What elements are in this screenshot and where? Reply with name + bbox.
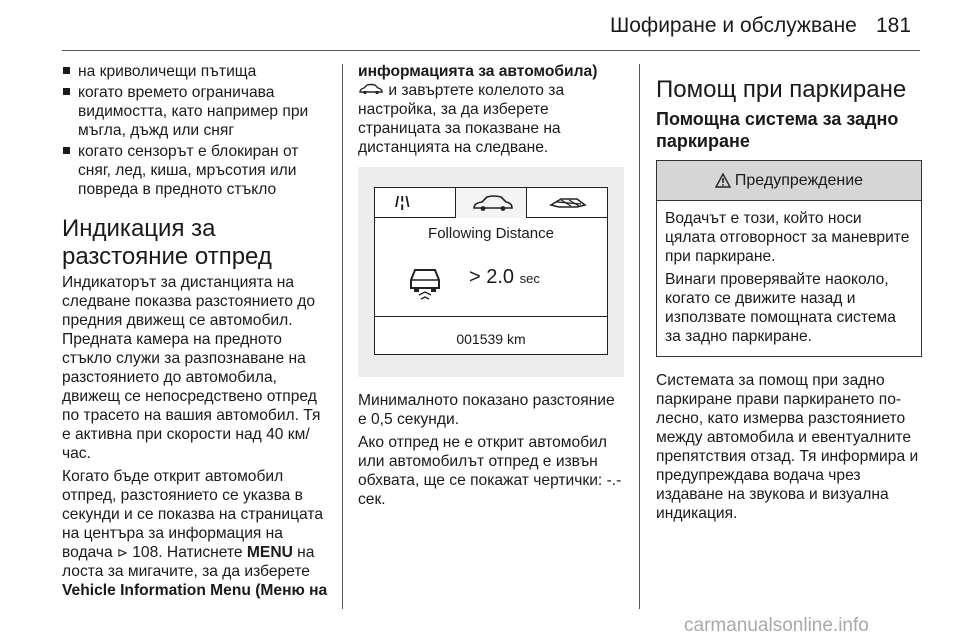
lane-warning-icon: /¦\: [395, 194, 411, 211]
collision-alert-icon: [547, 193, 589, 218]
warning-header: [657, 161, 921, 201]
section-heading-parking: Помощ при паркиране: [656, 76, 907, 103]
paragraph: Индикаторът за дистанцията на следване показва разстоянието до предния движещ се автомобил. Предната камера на предното стъкло служи за разпознаване на разстоянието до автомобила, движещ се непосредствено отпред по трасето на вашия автомобил. Тя е активна при скорости над 40 км/час.: [62, 274, 321, 462]
car-icon: [456, 188, 528, 218]
paragraph: Системата за помощ при задно паркиране прави паркирането по-лесно, като измерва разстоянието между автомобила и евентуалните препятствия отзад. Тя информира и предупреждава водача чрез издаване на звукова и визуална индикация.: [656, 372, 919, 522]
screen-divider: [375, 316, 607, 317]
column-divider-1: [342, 64, 343, 609]
vehicle-ahead-icon: [405, 262, 445, 302]
column-3: [656, 62, 922, 527]
distance-unit: sec: [519, 271, 540, 286]
watermark: carmanualsonline.info: [684, 615, 869, 636]
list-item: на криволичещи пътища: [62, 62, 330, 81]
subsection-heading: Помощна система за задно паркиране: [656, 109, 899, 151]
warning-triangle-icon: [715, 173, 731, 188]
section-heading-distance: Индикация за разстояние отпред: [62, 215, 272, 270]
odometer-readout: 001539 km: [456, 331, 526, 347]
header-title: Шофиране и обслужване: [610, 14, 857, 37]
conditions-list: [62, 62, 330, 199]
warning-text: Винаги проверявайте наоколо, когато се движите назад и използвате помощната система за задно паркиране.: [665, 271, 896, 345]
list-item: когато сензорът е блокиран от сняг, лед, киша, мръсотия или повреда в предното стъкло: [62, 142, 330, 199]
page-reference-icon: ⊳: [117, 545, 128, 560]
column-2: [358, 62, 624, 513]
list-item: когато времето ограничава видимостта, като например при мъгла, дъжд или сняг: [62, 83, 330, 140]
car-icon: [358, 82, 384, 99]
column-divider-2: [639, 64, 640, 609]
display-screen: [374, 187, 608, 355]
warning-box: [656, 160, 922, 357]
paragraph: Минималното показано разстояние е 0,5 секунди.: [358, 392, 615, 428]
header-divider: [62, 50, 920, 51]
display-tabs: [375, 188, 607, 218]
page-number: 181: [876, 14, 912, 37]
paragraph: Ако отпред не е открит автомобил или автомобилът отпред е извън обхвата, ще се покажат чертички: -.- сек.: [358, 434, 622, 508]
paragraph: Когато бъде открит автомобил отпред, разстоянието се указва в секунди и се показва на страницата на центъра за информация на водача ⊳ 108. Натиснете MENU на лоста за мигачите, за да изберете Vehicle Information Menu (Меню на: [62, 468, 328, 599]
warning-title: Предупреждение: [734, 172, 864, 189]
distance-value: > 2.0: [469, 266, 515, 288]
tab-following-distance: [455, 188, 527, 218]
menu-button-label: MENU: [246, 544, 293, 561]
column-1: [62, 62, 330, 604]
distance-readout: [405, 262, 595, 302]
paragraph: информацията за автомобила) и завъртете колелото за настройка, за да изберете страницата за показване на дистанцията на следване.: [358, 63, 598, 156]
screen-title: Following Distance: [428, 225, 554, 242]
warning-text: Водачът е този, който носи цялата отговорност за маневрите при паркиране.: [665, 210, 910, 265]
following-distance-figure: [358, 167, 624, 377]
